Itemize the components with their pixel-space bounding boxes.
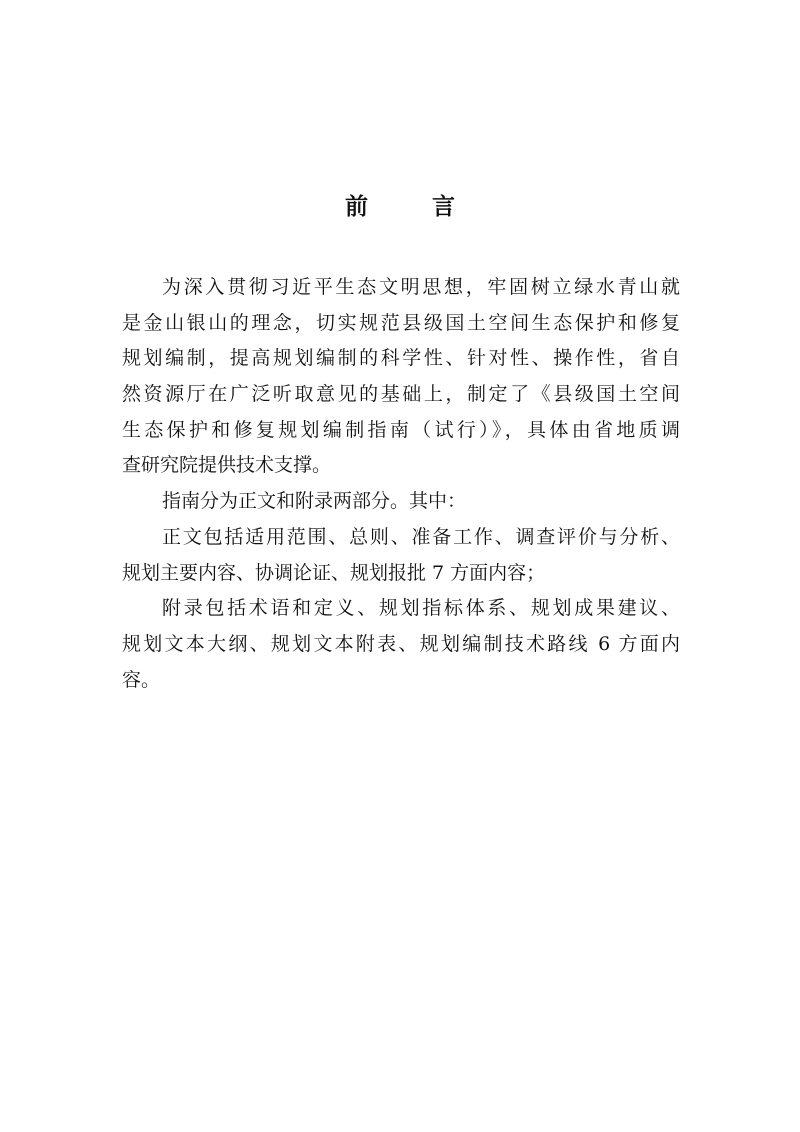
text-line: 是金山银山的理念，切实规范县级国土空间生态保护和修复 — [122, 311, 680, 334]
text-line: 生态保护和修复规划编制指南（试行）》，具体由省地质调 — [122, 418, 680, 441]
text-line: 然资源厅在广泛听取意见的基础上，制定了《县级国土空间 — [122, 383, 680, 406]
paragraph-1 — [122, 270, 680, 484]
paragraph-3 — [122, 520, 680, 591]
text-line: 规划主要内容、协调论证、规划报批 7 方面内容； — [122, 561, 546, 584]
text-line: 容。 — [122, 668, 161, 691]
text-line: 规划编制，提高规划编制的科学性、针对性、操作性，省自 — [122, 347, 680, 370]
text-line: 规划文本大纲、规划文本附表、规划编制技术路线 6 方面内 — [122, 632, 680, 655]
text-line: 附录包括术语和定义、规划指标体系、规划成果建议、 — [162, 597, 680, 620]
text-line: 指南分为正文和附录两部分。其中： — [162, 490, 467, 513]
text-line: 正文包括适用范围、总则、准备工作、调查评价与分析、 — [162, 525, 680, 548]
page-title: 前 言 — [344, 193, 483, 220]
document-body — [122, 270, 680, 698]
paragraph-4 — [122, 591, 680, 698]
paragraph-2 — [122, 484, 680, 520]
text-line: 为深入贯彻习近平生态文明思想，牢固树立绿水青山就 — [162, 276, 680, 298]
text-line: 查研究院提供技术支撑。 — [122, 454, 332, 477]
